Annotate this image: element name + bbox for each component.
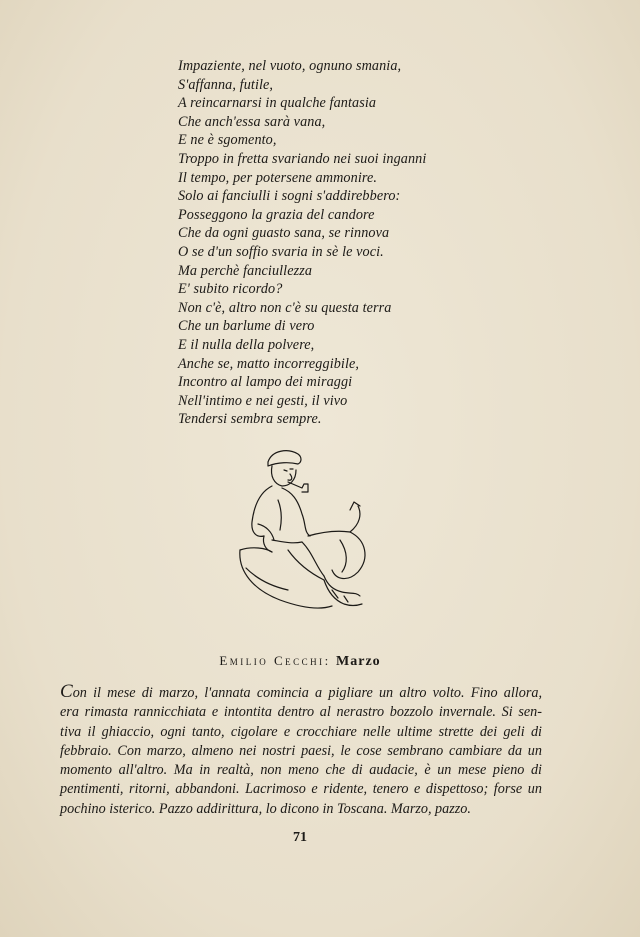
poem-line: Nell'intimo e nei gesti, il vivo bbox=[178, 392, 348, 409]
prose-line: pentimenti, ritorni, abbandoni. Lacrimoso e ridente, tenero e dispettoso; forse un bbox=[60, 781, 542, 798]
page-number: 71 bbox=[293, 830, 307, 845]
poem-line: A reincarnarsi in qualche fantasia bbox=[178, 95, 377, 112]
poem-line: Che un barlume di vero bbox=[178, 318, 315, 335]
poem-stanza bbox=[178, 57, 478, 429]
prose-line: pochino isterico. Pazzo addirittura, lo dicono in Toscana. Marzo, pazzo. bbox=[60, 800, 471, 817]
poem-line: S'affanna, futile, bbox=[178, 76, 274, 93]
prose-line: era rimasta rannicchiata e intontita dentro al nerastro bozzolo invernale. Si sen- bbox=[60, 704, 542, 721]
poem-line: Troppo in fretta svariando nei suoi inganni bbox=[178, 150, 427, 167]
prose-line: momento all'altro. Ma in realtà, non meno che di audacie, è un mese pieno di bbox=[60, 762, 542, 779]
illustration-seated-figure bbox=[232, 440, 392, 620]
prose-line bbox=[60, 682, 542, 703]
prose-paragraph bbox=[60, 682, 542, 819]
poem-line: Tendersi sembra sempre. bbox=[178, 411, 322, 428]
poem-line: Solo ai fanciulli i sogni s'addirebbero: bbox=[178, 188, 401, 205]
poem-line: E' subito ricordo? bbox=[178, 281, 283, 298]
poem-line: Il tempo, per potersene ammonire. bbox=[178, 169, 377, 186]
prose-line-text: on il mese di marzo, l'annata comincia a pigliare un altro volto. Fino allora, bbox=[72, 685, 542, 701]
drop-cap: C bbox=[60, 681, 73, 702]
poem-line: Incontro al lampo dei miraggi bbox=[178, 374, 353, 391]
author-name: Emilio Cecchi: bbox=[219, 653, 331, 668]
section-title: Marzo bbox=[336, 654, 381, 669]
poem-line: Ma perchè fanciullezza bbox=[178, 262, 313, 279]
section-heading bbox=[0, 653, 600, 670]
poem-line: Anche se, matto incorreggibile, bbox=[178, 355, 360, 372]
poem-line: E ne è sgomento, bbox=[178, 132, 277, 149]
poem-line: Non c'è, altro non c'è su questa terra bbox=[178, 299, 392, 316]
poem-line: E il nulla della polvere, bbox=[178, 336, 315, 353]
prose-line: tiva il ghiaccio, ogni tanto, cigolare e crocchiare nelle ultime strette dei geli di bbox=[60, 723, 542, 740]
poem-line: O se d'un soffio svaria in sè le voci. bbox=[178, 243, 384, 260]
poem-line: Impaziente, nel vuoto, ognuno smania, bbox=[178, 58, 402, 74]
poem-line: Che da ogni guasto sana, se rinnova bbox=[178, 225, 390, 242]
poem-line: Posseggono la grazia del candore bbox=[178, 206, 375, 223]
prose-line: febbraio. Con marzo, almeno nei nostri paesi, le cose sembrano cambiare da un bbox=[60, 742, 542, 759]
poem-line: Che anch'essa sarà vana, bbox=[178, 113, 326, 130]
